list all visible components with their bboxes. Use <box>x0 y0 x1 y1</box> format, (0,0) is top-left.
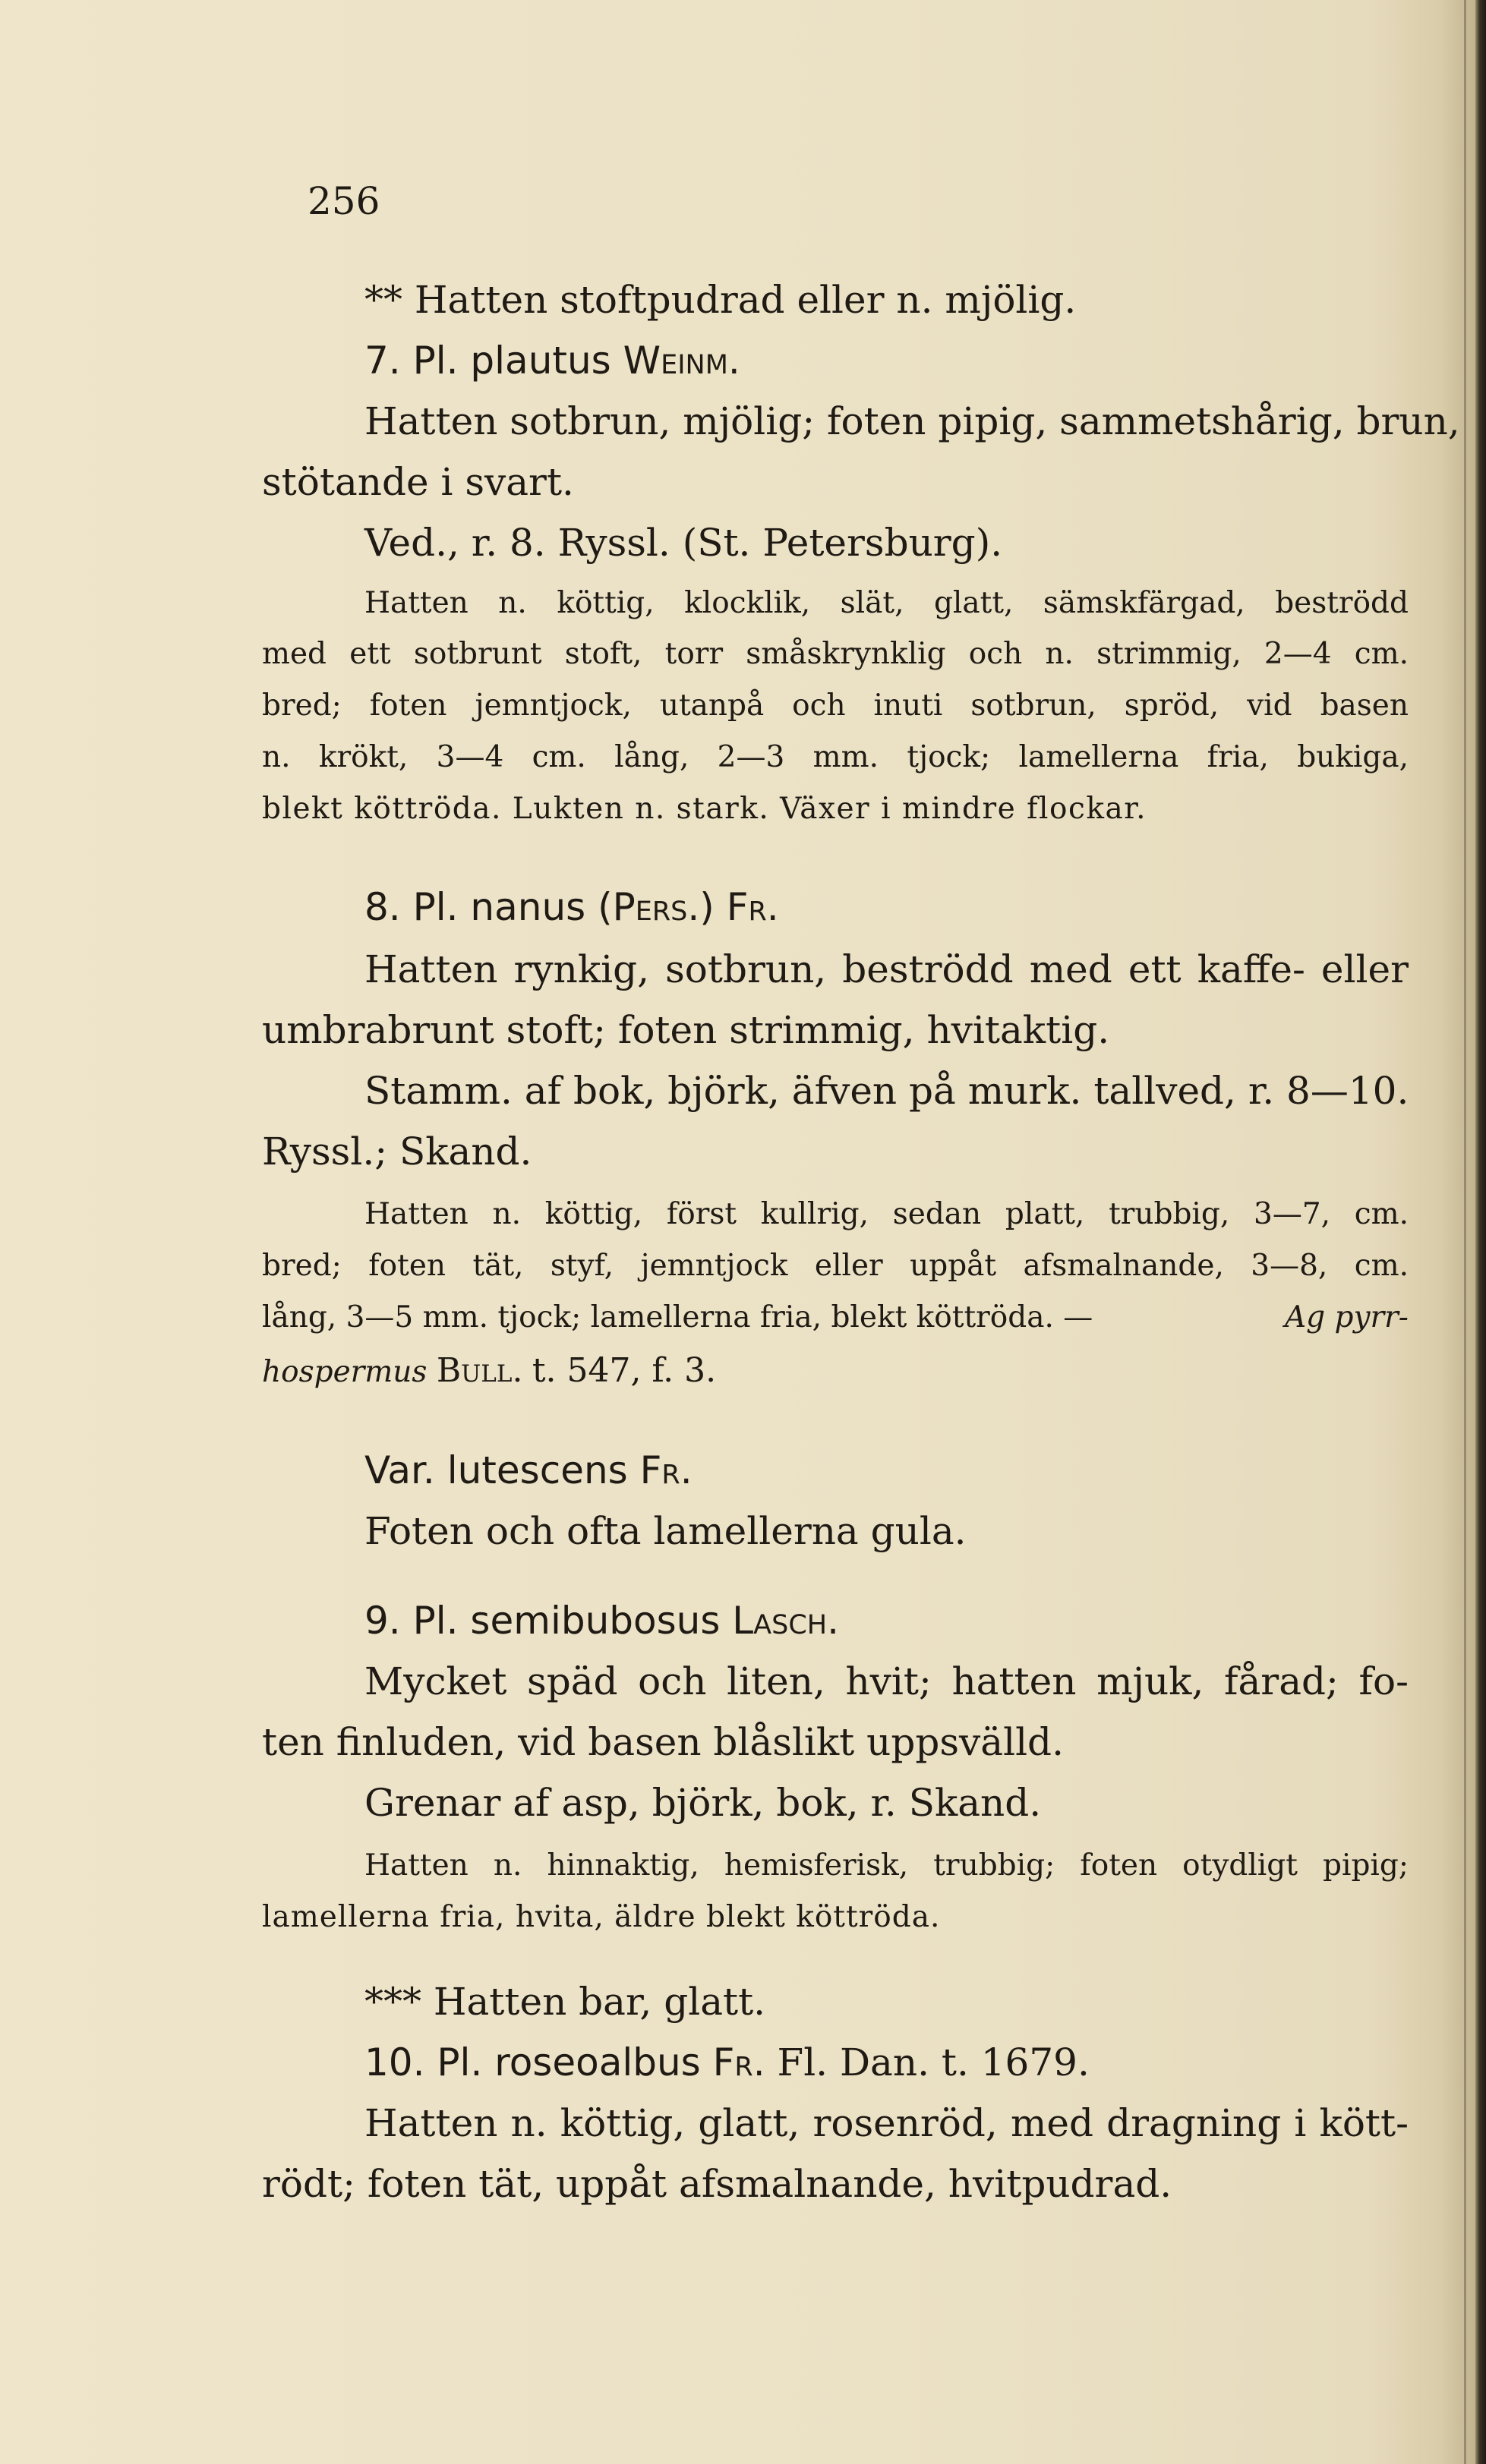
variety-author: Fr. <box>639 1448 693 1492</box>
detail-line: lamellerna fria, hvita, äldre blekt köttröda. <box>262 1900 941 1934</box>
species-heading-nanus <box>364 885 779 929</box>
species-author: Fr. <box>726 885 779 929</box>
detail-italic: Ag pyrr- <box>1285 1300 1409 1334</box>
species-name: 8. Pl. nanus ( <box>364 885 613 929</box>
species-heading-roseoalbus <box>364 2040 1090 2084</box>
detail-line: bred; foten jemntjock, utanpå och inuti sotbrun, spröd, vid basen <box>262 688 1409 723</box>
detail-line: Hatten n. hinnaktig, hemisferisk, trubbig; foten otydligt pipig; <box>364 1848 1409 1883</box>
species-reference: Fl. Dan. t. 1679. <box>777 2040 1090 2084</box>
page-gutter-line <box>1464 0 1466 2464</box>
detail-text: t. 547, f. 3. <box>532 1351 717 1390</box>
page-number: 256 <box>308 179 380 223</box>
species-author: Pers. <box>612 885 700 929</box>
description-line: umbrabrunt stoft; foten strimmig, hvitaktig. <box>262 1008 1110 1052</box>
detail-line: Hatten n. köttig, först kullrig, sedan platt, trubbig, 3—7, cm. <box>364 1197 1409 1231</box>
description-line: ten finluden, vid basen blåslikt uppsvälld. <box>262 1720 1064 1764</box>
detail-line: Hatten n. köttig, klocklik, slät, glatt, sämskfärgad, beströdd <box>364 586 1409 620</box>
species-author: Weinm. <box>623 339 740 383</box>
species-author: Fr. <box>712 2040 765 2084</box>
description-line: Hatten sotbrun, mjölig; foten pipig, sammetshårig, brun, <box>364 399 1460 443</box>
description-line: rödt; foten tät, uppåt afsmalnande, hvitpudrad. <box>262 2162 1172 2206</box>
species-name-paren: ) <box>699 885 727 929</box>
description-line: Hatten n. köttig, glatt, rosenröd, med dragning i kött- <box>364 2101 1409 2145</box>
species-heading-plautus <box>364 339 740 383</box>
detail-line: bred; foten tät, styf, jemntjock eller uppåt afsmalnande, 3—8, cm. <box>262 1249 1409 1283</box>
page-edge-shadow <box>1475 0 1486 2464</box>
detail-line: med ett sotbrunt stoft, torr småskrynklig och n. strimmig, 2—4 cm. <box>262 637 1409 671</box>
species-name: 9. Pl. semibubosus <box>364 1599 721 1643</box>
species-name: 7. Pl. plautus <box>364 339 611 383</box>
species-heading-semibubosus <box>364 1599 839 1643</box>
detail-line: n. krökt, 3—4 cm. lång, 2—3 mm. tjock; lamellerna fria, bukiga, <box>262 740 1409 774</box>
detail-line: blekt köttröda. Lukten n. stark. Växer i mindre flockar. <box>262 792 1147 826</box>
description-line: stötande i svart. <box>262 460 574 504</box>
habitat-line: Ryssl.; Skand. <box>262 1130 532 1174</box>
detail-line <box>262 1300 1409 1334</box>
section-heading-stoftpudrad: ** Hatten stoftpudrad eller n. mjölig. <box>364 278 1077 322</box>
detail-text: lång, 3—5 mm. tjock; lamellerna fria, blekt köttröda. — <box>262 1300 1093 1334</box>
species-name: 10. Pl. roseoalbus <box>364 2040 701 2084</box>
description-line: Mycket späd och liten, hvit; hatten mjuk, fårad; fo- <box>364 1659 1409 1703</box>
description-line: Hatten rynkig, sotbrun, beströdd med ett kaffe- eller <box>364 947 1409 991</box>
habitat-line: Stamm. af bok, björk, äfven på murk. tallved, r. 8—10. <box>364 1069 1409 1113</box>
section-heading-bar-glatt: *** Hatten bar, glatt. <box>364 1980 766 2024</box>
habitat-line: Ved., r. 8. Ryssl. (St. Petersburg). <box>364 521 1003 565</box>
species-author: Lasch. <box>732 1599 839 1643</box>
variety-heading-lutescens <box>364 1448 693 1492</box>
detail-line <box>262 1351 717 1390</box>
detail-author: Bull. <box>436 1351 523 1390</box>
habitat-line: Grenar af asp, björk, bok, r. Skand. <box>364 1781 1042 1825</box>
detail-italic: hospermus <box>262 1355 428 1389</box>
description-line: Foten och ofta lamellerna gula. <box>364 1509 967 1553</box>
variety-name: Var. lutescens <box>364 1448 628 1492</box>
